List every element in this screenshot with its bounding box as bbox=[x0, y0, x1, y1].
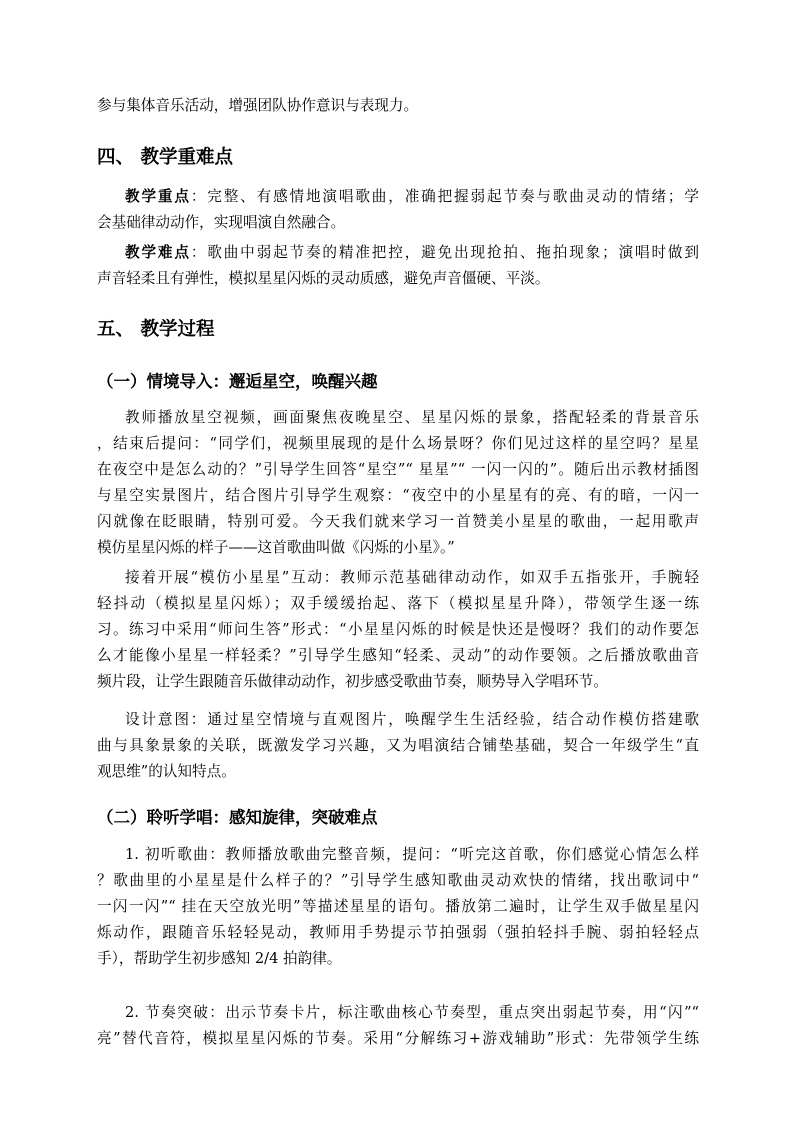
paragraph-line bbox=[125, 243, 699, 263]
paragraph-line: 一闪一闪”“ 挂在天空放光明”等描述星星的语句。播放第二遍时，让学生双手做星星闪 bbox=[97, 898, 699, 915]
paragraph-line: 设计意图：通过星空情境与直观图片，唤醒学生生活经验，结合动作模仿搭建歌 bbox=[125, 711, 699, 728]
paragraph-line: 烁动作，跟随音乐轻轻晃动，教师用手势提示节拍强弱（强拍轻抖手腕、弱拍轻轻点 bbox=[97, 924, 699, 941]
paragraph-line: 参与集体音乐活动，增强团队协作意识与表现力。 bbox=[97, 97, 419, 114]
subsection-heading-2: （二）聆听学唱：感知旋律，突破难点 bbox=[97, 808, 378, 827]
paragraph-line bbox=[125, 187, 699, 207]
section-heading-5: 五、 教学过程 bbox=[97, 319, 215, 340]
difficulty-text: ：歌曲中弱起节奏的精准把控，避免出现抢拍、拖拍现象；演唱时做到 bbox=[190, 244, 699, 261]
key-point-text: ：完整、有感情地演唱歌曲，准确把握弱起节奏与歌曲灵动的情绪；学 bbox=[190, 188, 699, 205]
paragraph-line: 轻抖动（模拟星星闪烁）；双手缓缓抬起、落下（模拟星星升降），带领学生逐一练 bbox=[97, 595, 699, 612]
difficulty-label: 教学难点 bbox=[125, 244, 191, 261]
paragraph-line: 声音轻柔且有弹性，模拟星星闪烁的灵动质感，避免声音僵硬、平淡。 bbox=[97, 270, 550, 287]
paragraph-line: ，结束后提问：“同学们，视频里展现的是什么场景呀？你们见过这样的星空吗？星星 bbox=[97, 435, 699, 452]
paragraph-line: 亮”替代音符，模拟星星闪烁的节奏。采用“分解练习+游戏辅助”形式：先带领学生练 bbox=[97, 1030, 699, 1047]
paragraph-line: 频片段，让学生跟随音乐做律动动作，初步感受歌曲节奏，顺势导入学唱环节。 bbox=[97, 673, 608, 690]
paragraph-line: 1. 初听歌曲：教师播放歌曲完整音频，提问：“听完这首歌，你们感觉心情怎么样 bbox=[125, 846, 699, 863]
paragraph-line: 观思维”的认知特点。 bbox=[97, 763, 236, 780]
paragraph-line: 接着开展“模仿小星星”互动：教师示范基础律动动作，如双手五指张开，手腕轻 bbox=[125, 569, 699, 586]
paragraph-line: 在夜空中是怎么动的？”引导学生回答“星空”“ 星星”“ 一闪一闪的”。随后出示教材插图 bbox=[97, 461, 699, 478]
paragraph-line: 么才能像小星星一样轻柔？”引导学生感知“轻柔、灵动”的动作要领。之后播放歌曲音 bbox=[97, 647, 699, 664]
paragraph-line: 曲与具象景象的关联，既激发学习兴趣，又为唱演结合铺垫基础，契合一年级学生“直 bbox=[97, 737, 699, 754]
paragraph-line: 教师播放星空视频，画面聚焦夜晚星空、星星闪烁的景象，搭配轻柔的背景音乐 bbox=[125, 409, 699, 426]
paragraph-line: 2. 节奏突破：出示节奏卡片，标注歌曲核心节奏型，重点突出弱起节奏，用“闪”“ bbox=[125, 1004, 699, 1021]
paragraph-line: 闪就像在眨眼睛，特别可爱。今天我们就来学习一首赞美小星星的歌曲，一起用歌声 bbox=[97, 513, 699, 530]
paragraph-line: 与星空实景图片，结合图片引导学生观察：“夜空中的小星星有的亮、有的暗，一闪一 bbox=[97, 487, 699, 504]
paragraph-line: 模仿星星闪烁的样子——这首歌曲叫做《闪烁的小星》。” bbox=[97, 539, 455, 556]
paragraph-line: 手），帮助学生初步感知 2/4 拍韵律。 bbox=[97, 950, 342, 967]
paragraph-line: 会基础律动动作，实现唱演自然融合。 bbox=[97, 214, 346, 231]
paragraph-line: ？歌曲里的小星星是什么样子的？”引导学生感知歌曲灵动欢快的情绪，找出歌词中“ bbox=[97, 872, 699, 889]
key-point-label: 教学重点 bbox=[125, 188, 191, 205]
paragraph-line: 习。练习中采用“师问生答”形式：“小星星闪烁的时候是快还是慢呀？我们的动作要怎 bbox=[97, 621, 699, 638]
subsection-heading-1: （一）情境导入：邂逅星空，唤醒兴趣 bbox=[97, 372, 378, 391]
section-heading-4: 四、 教学重难点 bbox=[97, 147, 233, 168]
